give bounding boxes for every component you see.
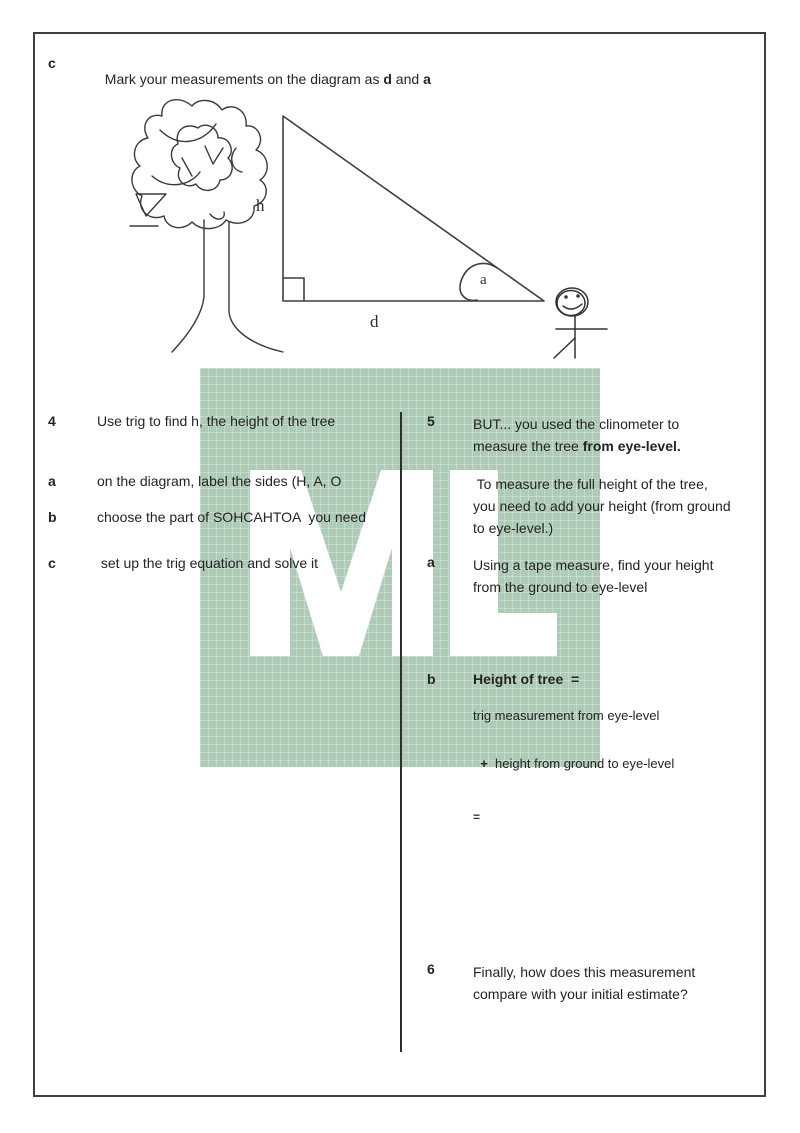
- item-6-text: Finally, how does this measurement compare with your initial estimate?: [473, 964, 696, 1002]
- item-4b-text: choose the part of SOHCAHTOA you need: [97, 509, 367, 525]
- item-4b-number: b: [48, 509, 57, 525]
- stick-figure: [554, 288, 607, 358]
- item-5b-sub2-line: [473, 741, 674, 771]
- instruction-c-label: c: [48, 55, 56, 71]
- label-h: h: [256, 196, 265, 215]
- instruction-c-seg3: a: [423, 71, 431, 87]
- item-5a-text: Using a tape measure, find your height from the ground to eye-level: [473, 557, 714, 595]
- tree-drawing: [130, 100, 283, 352]
- item-5b-sub1: trig measurement from eye-level: [473, 708, 660, 723]
- item-5b-equals: =: [473, 810, 481, 824]
- right-angle-marker: [283, 278, 304, 301]
- item-4c-text: set up the trig equation and solve it: [97, 555, 319, 571]
- item-5-text: [473, 413, 681, 457]
- instruction-c-seg0: Mark your measurements on the diagram as: [104, 71, 384, 87]
- item-5-bold: from eye-level.: [582, 438, 681, 454]
- item-5b-number: b: [427, 671, 436, 687]
- label-d: d: [370, 312, 379, 331]
- item-6-number: 6: [427, 961, 435, 977]
- item-5-number: 5: [427, 413, 435, 429]
- item-4a-text: on the diagram, label the sides (H, A, O: [97, 473, 342, 489]
- instruction-c-seg2: and: [391, 71, 424, 87]
- item-5-note: To measure the full height of the tree, you need to add your height (from ground to eye-level.): [473, 476, 731, 536]
- item-5-line2: measure the tree from eye-level.: [473, 438, 681, 454]
- item-4-number: 4: [48, 413, 56, 429]
- item-4-text: Use trig to find h, the height of the tree: [97, 413, 336, 429]
- item-5a-number: a: [427, 554, 435, 570]
- item-5-line1: BUT... you used the clinometer to: [473, 416, 680, 432]
- column-divider: [400, 412, 402, 1052]
- instruction-c-seg1: d: [383, 71, 392, 87]
- item-4c-number: c: [48, 555, 56, 571]
- item-5b-heading: Height of tree =: [473, 671, 580, 687]
- item-5b-sub2: height from ground to eye-level: [487, 756, 675, 771]
- item-4a-number: a: [48, 473, 56, 489]
- label-a: a: [480, 272, 487, 288]
- instruction-c-text: [97, 55, 431, 87]
- angle-arc: [460, 263, 497, 300]
- triangle-drawing: [283, 116, 544, 301]
- plus-sign: +: [480, 756, 488, 771]
